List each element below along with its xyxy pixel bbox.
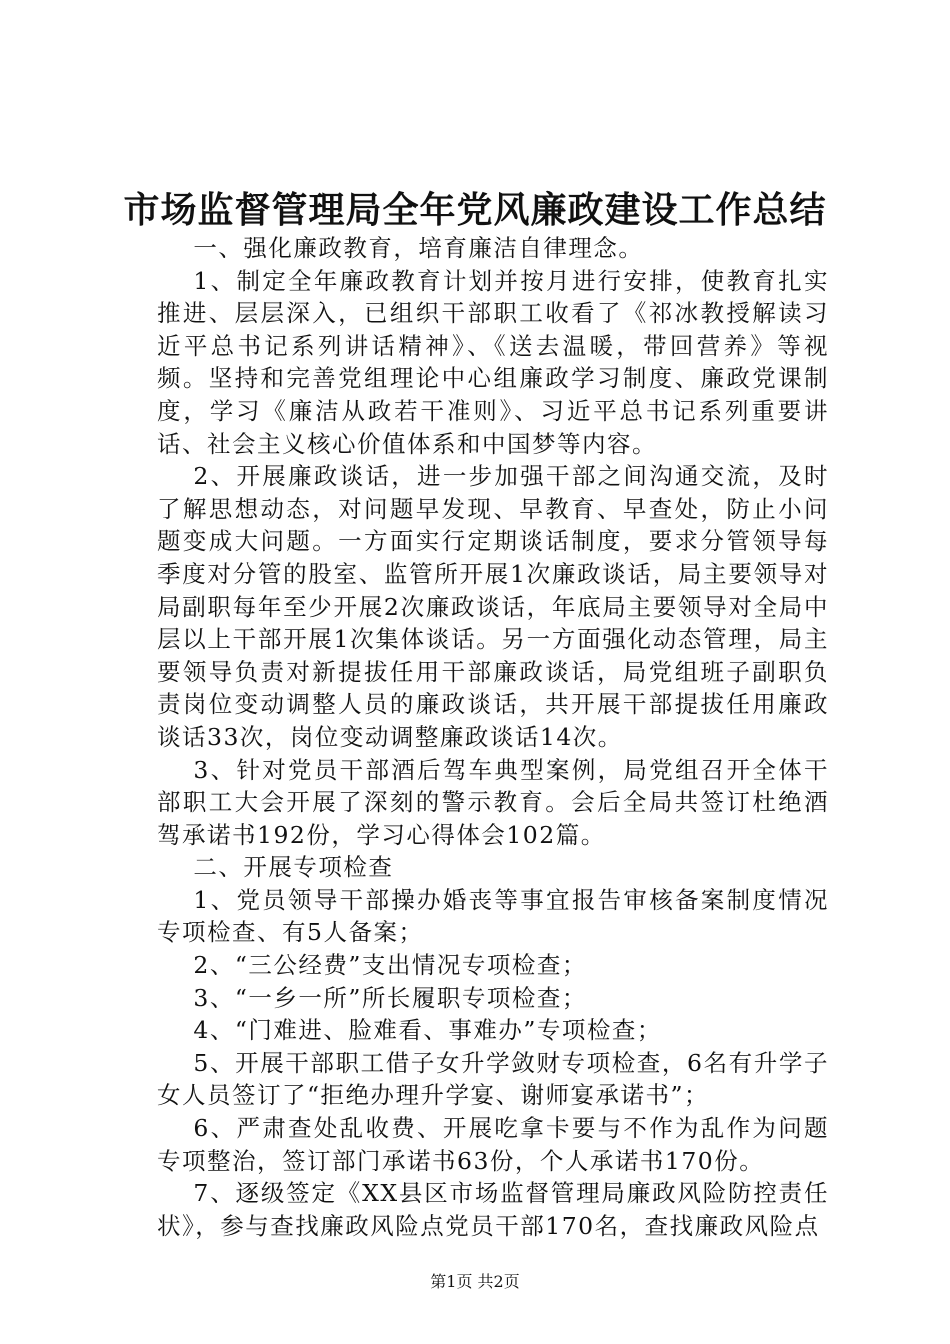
list-item: 3、“一乡一所”所长履职专项检查； bbox=[193, 983, 587, 1012]
document-body bbox=[157, 232, 829, 1242]
list-item: 2、“三公经费”支出情况专项检查； bbox=[193, 951, 587, 980]
paragraph: 1、制定全年廉政教育计划并按月进行安排，使教育扎实推进、层层深入，已组织干部职工收看了《祁冰教授解读习近平总书记系列讲话精神》、《送去温暖，带回营养》等视频。坚持和完善党组理论中心组廉政学习制度、廉政党课制度，学习《廉洁从政若干准则》、习近平总书记系列重要讲话、社会主义核心价值体系和中国梦等内容。 bbox=[157, 266, 829, 458]
paragraph: 3、针对党员干部酒后驾车典型案例，局党组召开全体干部职工大会开展了深刻的警示教育。会后全局共签订杜绝酒驾承诺书192份，学习心得体会102篇。 bbox=[157, 755, 829, 849]
list-item: 4、“门难进、脸难看、事难办”专项检查； bbox=[193, 1016, 662, 1045]
section-heading-2: 二、开展专项检查 bbox=[193, 853, 394, 882]
paragraph: 2、开展廉政谈话，进一步加强干部之间沟通交流，及时了解思想动态，对问题早发现、早教育、早查处，防止小问题变成大问题。一方面实行定期谈话制度，要求分管领导每季度对分管的股室、监管所开展1次廉政谈话，局主要领导对局副职每年至少开展2次廉政谈话，年底局主要领导对全局中层以上干部开展1次集体谈话。另一方面强化动态管理，局主要领导负责对新提拔任用干部廉政谈话，局党组班子副职负责岗位变动调整人员的廉政谈话，共开展干部提拔任用廉政谈话33次，岗位变动调整廉政谈话14次。 bbox=[157, 462, 829, 751]
page-footer: 第1页 共2页 bbox=[430, 1272, 520, 1291]
list-item: 5、开展干部职工借子女升学敛财专项检查，6名有升学子女人员签订了“拒绝办理升学宴、谢师宴承诺书”； bbox=[157, 1048, 829, 1110]
section-heading-1: 一、强化廉政教育，培育廉洁自律理念。 bbox=[193, 234, 644, 262]
list-item: 6、严肃查处乱收费、开展吃拿卡要与不作为乱作为问题专项整治，签订部门承诺书63份，个人承诺书170份。 bbox=[157, 1114, 829, 1175]
list-item: 1、党员领导干部操办婚丧等事宜报告审核备案制度情况专项检查、有5人备案； bbox=[157, 885, 829, 947]
list-item: 7、逐级签定《XX县区市场监督管理局廉政风险防控责任状》，参与查找廉政风险点党员干部170名，查找廉政风险点 bbox=[157, 1179, 829, 1240]
document-title: 市场监督管理局全年党风廉政建设工作总结 bbox=[123, 189, 827, 231]
